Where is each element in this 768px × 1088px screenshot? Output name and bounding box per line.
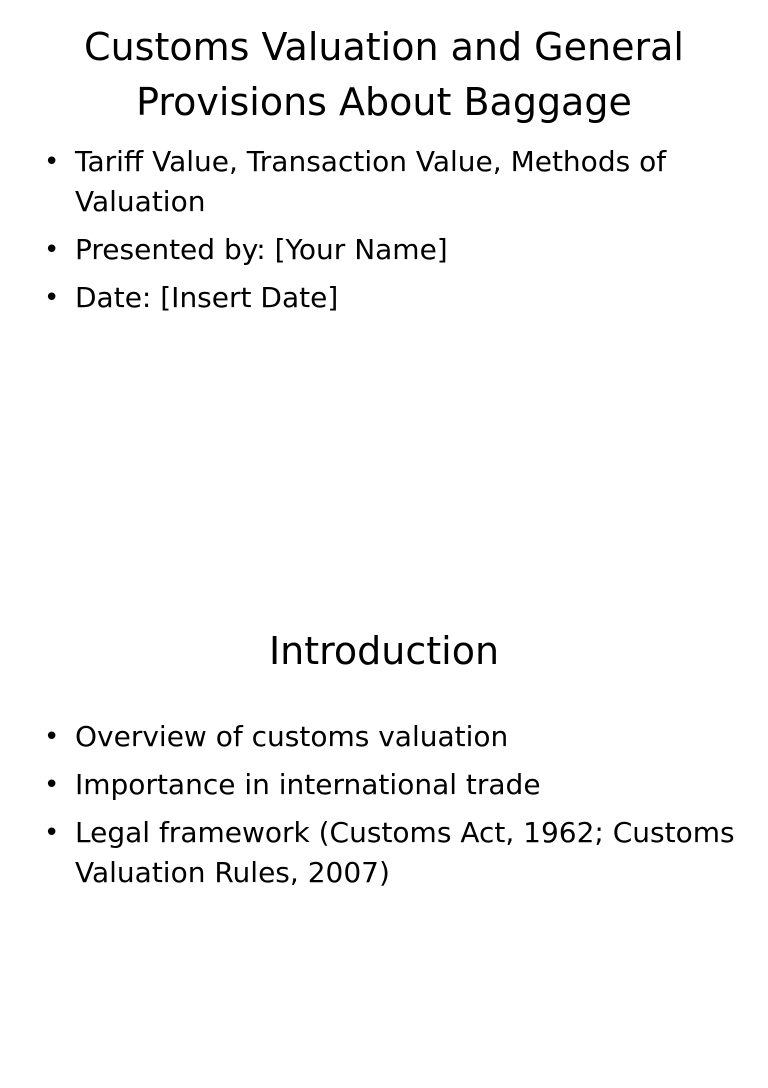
slide-title: Customs Valuation and General Provisions About Baggage [84,25,684,124]
bullet-list [0,142,740,326]
bullet-text: Date: [Insert Date] [75,281,339,314]
bullet-item [0,278,740,318]
bullet-text: Presented by: [Your Name] [75,233,448,266]
bullet-item [0,142,740,222]
bullet-text: Tariff Value, Transaction Value, Methods of Valuation [75,145,667,218]
slide-1 [0,0,768,512]
bullet-text: Overview of customs valuation [75,720,509,753]
bullet-icon: • [44,147,60,177]
bullet-item [0,813,740,893]
bullet-list [0,717,740,901]
bullet-text: Importance in international trade [75,768,541,801]
bullet-text: Legal framework (Customs Act, 1962; Customs Valuation Rules, 2007) [75,816,735,889]
bullet-icon: • [44,722,60,752]
bullet-item [0,765,740,805]
bullet-icon: • [44,235,60,265]
bullet-icon: • [44,818,60,848]
bullet-item [0,230,740,270]
bullet-item [0,717,740,757]
bullet-icon: • [44,283,60,313]
slide-title: Introduction [268,629,500,673]
bullet-icon: • [44,770,60,800]
slide-2 [0,576,768,1088]
